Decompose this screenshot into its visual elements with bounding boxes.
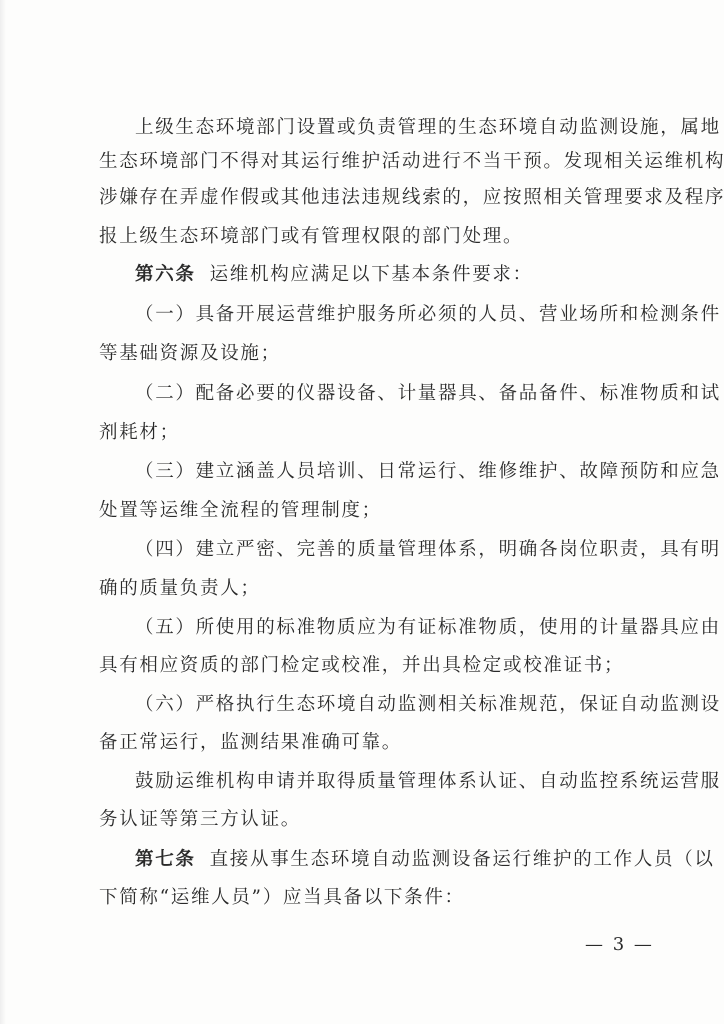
page-number: — 3 — [585,934,654,955]
article-6-item-4-line-2: 确的质量负责人； [99,578,261,599]
article-7-line-2: 下简称“运维人员”）应当具备以下条件： [99,887,465,908]
paragraph-line: 生态环境部门不得对其运行维护活动进行不当干预。发现相关运维机构 [99,151,725,172]
paragraph-line: 上级生态环境部门设置或负责管理的生态环境自动监测设施，属地 [135,117,721,138]
article-6-heading [135,263,639,287]
article-6-item-3-line-1: （三）建立涵盖人员培训、日常运行、维修维护、故障预防和应急 [135,461,721,482]
article-6-item-5-line-2: 具有相应资质的部门检定或校准，并出具检定或校准证书； [99,655,625,676]
encourage-line-2: 务认证等第三方认证。 [99,809,302,830]
article-6-item-3-line-2: 处置等运维全流程的管理制度； [99,500,382,521]
article-6-text: 运维机构应满足以下基本条件要求： [209,264,533,285]
article-6-item-2-line-2: 剂耗材； [99,422,180,443]
article-6-item-6-line-2: 备正常运行，监测结果准确可靠。 [99,732,403,753]
article-6-item-6-line-1: （六）严格执行生态环境自动监测相关标准规范，保证自动监测设 [135,694,721,715]
article-7-label: 第七条 [135,849,196,870]
scan-shadow [0,0,6,1024]
article-6-item-4-line-1: （四）建立严密、完善的质量管理体系，明确各岗位职责，具有明 [135,539,721,560]
paragraph-line: 涉嫌存在弄虚作假或其他违法违规线索的，应按照相关管理要求及程序 [99,187,725,208]
article-6-item-5-line-1: （五）所使用的标准物质应为有证标准物质，使用的计量器具应由 [135,617,721,638]
article-6-label: 第六条 [135,264,196,285]
article-6-item-2-line-1: （二）配备必要的仪器设备、计量器具、备品备件、标准物质和试 [135,383,721,404]
article-6-item-1-line-1: （一）具备开展运营维护服务所必须的人员、营业场所和检测条件 [135,304,721,325]
encourage-line-1: 鼓励运维机构申请并取得质量管理体系认证、自动监控系统运营服 [135,771,721,792]
article-7-text: 直接从事生态环境自动监测设备运行维护的工作人员（以 [209,849,715,870]
paragraph-line: 报上级生态环境部门或有管理权限的部门处理。 [99,226,524,247]
article-6-item-1-line-2: 等基础资源及设施； [99,343,281,364]
article-7-heading [135,848,715,872]
